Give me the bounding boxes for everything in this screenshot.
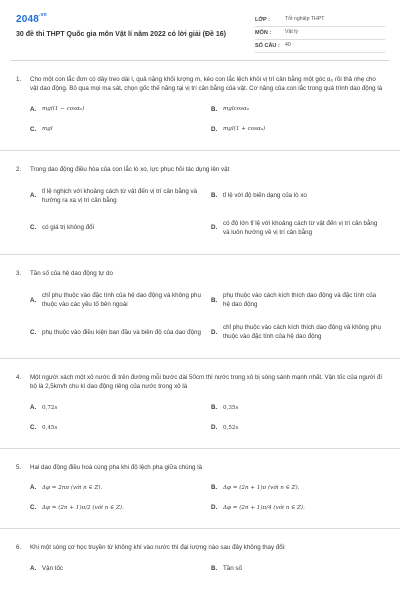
option-text: mgl xyxy=(42,126,53,133)
option-text: Δφ = (2n + 1)π/2 (với n ∈ Z). xyxy=(42,504,124,511)
question-1 xyxy=(0,61,400,151)
option-text: Δφ = (2n + 1)π/4 (với n ∈ Z). xyxy=(223,504,305,511)
option-letter: C. xyxy=(30,328,37,336)
question-number: 1. xyxy=(16,76,22,83)
option-letter: A. xyxy=(30,105,37,113)
question-number: 6. xyxy=(16,544,22,552)
option-letter: C. xyxy=(30,125,37,133)
option-a[interactable] xyxy=(30,558,203,578)
logo-suffix: .vn xyxy=(39,12,47,18)
option-text: tỉ lệ với độ biến dạng của lò xo xyxy=(223,192,307,200)
option-text: Tần số xyxy=(223,564,242,572)
meta-value: Tốt nghiệp THPT xyxy=(285,16,325,23)
document-title: 30 đề thi THPT Quốc gia môn Vật lí năm 2022 có lời giải (Đề 16) xyxy=(16,31,226,38)
option-text: phụ thuộc vào điều kiện ban đầu và biên độ của dao động xyxy=(42,328,201,336)
option-text: Δφ = 2nπ (với n ∈ Z). xyxy=(42,484,103,491)
option-letter: A. xyxy=(30,404,37,412)
meta-key: LỚP : xyxy=(255,16,270,23)
option-letter: B. xyxy=(211,404,218,412)
option-text: có độ lớn tỉ lệ với khoảng cách từ vật đến vị trí cân bằng và luôn hướng về vị trí cân bằng xyxy=(223,219,378,236)
option-letter: A. xyxy=(30,564,37,572)
option-b[interactable] xyxy=(211,478,384,498)
option-d[interactable] xyxy=(211,120,384,140)
option-text: Vận tốc xyxy=(42,564,63,572)
option-b[interactable] xyxy=(211,180,384,212)
question-text: Tần số của hệ dao động tự do xyxy=(30,269,113,277)
option-letter: B. xyxy=(211,192,218,200)
logo-text: 2048 xyxy=(16,14,40,25)
question-text: Khi một sóng cơ học truyền từ không khí vào nước thì đại lượng nào sau đây không thay đổi: xyxy=(30,544,286,552)
option-text: có giá trị không đổi xyxy=(42,224,94,232)
option-letter: D. xyxy=(211,224,218,232)
option-a[interactable] xyxy=(30,100,203,120)
option-d[interactable] xyxy=(211,418,384,438)
question-text: Một người xách một xô nước đi trên đường mỗi bước dài 50cm thì nước trong xô bị sóng sánh mạnh nhất. Vận tốc của người đi bộ là 2,5km/h chu kì dao động riêng của nước trong xô là xyxy=(30,374,382,391)
option-c[interactable] xyxy=(30,120,203,140)
option-c[interactable] xyxy=(30,418,203,438)
question-number: 5. xyxy=(16,463,22,471)
option-text: mgl(1 + cosα₀) xyxy=(223,126,266,133)
option-text: tỉ lệ nghịch với khoảng cách từ vật đến vị trí cân bằng và hướng ra xa vị trí cân bằng xyxy=(42,187,198,204)
meta-row-subject xyxy=(255,27,385,40)
option-letter: C. xyxy=(30,424,37,432)
option-b[interactable] xyxy=(211,100,384,120)
option-a[interactable] xyxy=(30,398,203,418)
option-d[interactable] xyxy=(211,498,384,518)
option-letter: A. xyxy=(30,484,37,492)
option-text: chỉ phụ thuộc vào cách kích thích dao động và không phụ thuộc vào đặc tính của hệ dao động xyxy=(223,323,381,341)
question-number: 2. xyxy=(16,165,22,173)
page-header xyxy=(0,0,400,60)
option-letter: D. xyxy=(211,328,218,336)
option-letter: D. xyxy=(211,504,218,512)
option-d[interactable] xyxy=(211,316,384,348)
question-5 xyxy=(0,449,400,529)
question-number: 4. xyxy=(16,374,22,382)
option-b[interactable] xyxy=(211,398,384,418)
question-text: Cho một con lắc đơn có dây treo dài l, quả nặng khối lượng m, kéo con lắc lệch khỏi vị trí cân bằng một góc α₀ rồi thả nhẹ cho vật dao động. Bỏ qua mọi ma sát, chọn gốc thế năng tại vị trí cân bằng của vật. Cơ năng của con lắc trong quá trình dao động là xyxy=(30,76,383,93)
option-c[interactable] xyxy=(30,316,203,348)
question-text: Trong dao động điều hòa của con lắc lò xo, lực phục hồi tác dụng lên vật xyxy=(30,165,230,173)
question-number: 3. xyxy=(16,269,22,277)
option-c[interactable] xyxy=(30,498,203,518)
question-text: Hai dao động điều hoà cùng pha khi độ lệch pha giữa chúng là xyxy=(30,463,203,471)
option-letter: B. xyxy=(211,105,218,113)
meta-row-class xyxy=(255,14,385,27)
option-letter: A. xyxy=(30,192,37,200)
option-text: mgl(1 − cosα₀) xyxy=(42,106,85,113)
option-text: phụ thuộc vào cách kích thích dao động và đặc tính của hệ dao động xyxy=(223,291,377,309)
option-letter: A. xyxy=(30,296,37,304)
meta-table xyxy=(255,14,385,53)
option-text: 0,35s xyxy=(223,404,239,411)
option-letter: B. xyxy=(211,484,218,492)
meta-value: 40 xyxy=(285,42,291,49)
option-d[interactable] xyxy=(211,212,384,244)
option-a[interactable] xyxy=(30,478,203,498)
meta-key: SỐ CÂU : xyxy=(255,42,280,49)
option-text: chỉ phụ thuộc vào đặc tính của hệ dao động và không phụ thuộc vào các yếu tố bên ngoài xyxy=(42,291,201,309)
option-letter: B. xyxy=(211,296,218,304)
option-text: 0,72s xyxy=(42,404,58,411)
option-letter: C. xyxy=(30,504,37,512)
option-b[interactable] xyxy=(211,284,384,316)
option-a[interactable] xyxy=(30,284,203,316)
option-text: Δφ = (2n + 1)π (với n ∈ Z). xyxy=(223,484,300,491)
meta-key: MÔN : xyxy=(255,29,272,36)
meta-row-count xyxy=(255,40,385,53)
option-letter: D. xyxy=(211,424,218,432)
option-a[interactable] xyxy=(30,180,203,212)
meta-value: Vật lý xyxy=(285,29,298,36)
option-c[interactable] xyxy=(30,212,203,244)
question-3 xyxy=(0,255,400,359)
option-text: 0,52s xyxy=(223,424,239,431)
option-letter: C. xyxy=(30,224,37,232)
question-4 xyxy=(0,359,400,449)
question-6 xyxy=(0,529,400,588)
option-b[interactable] xyxy=(211,558,384,578)
option-letter: D. xyxy=(211,125,218,133)
option-text: mglcosα₀ xyxy=(223,106,250,113)
option-letter: B. xyxy=(211,564,218,572)
option-text: 0,45s xyxy=(42,424,58,431)
question-2 xyxy=(0,151,400,255)
